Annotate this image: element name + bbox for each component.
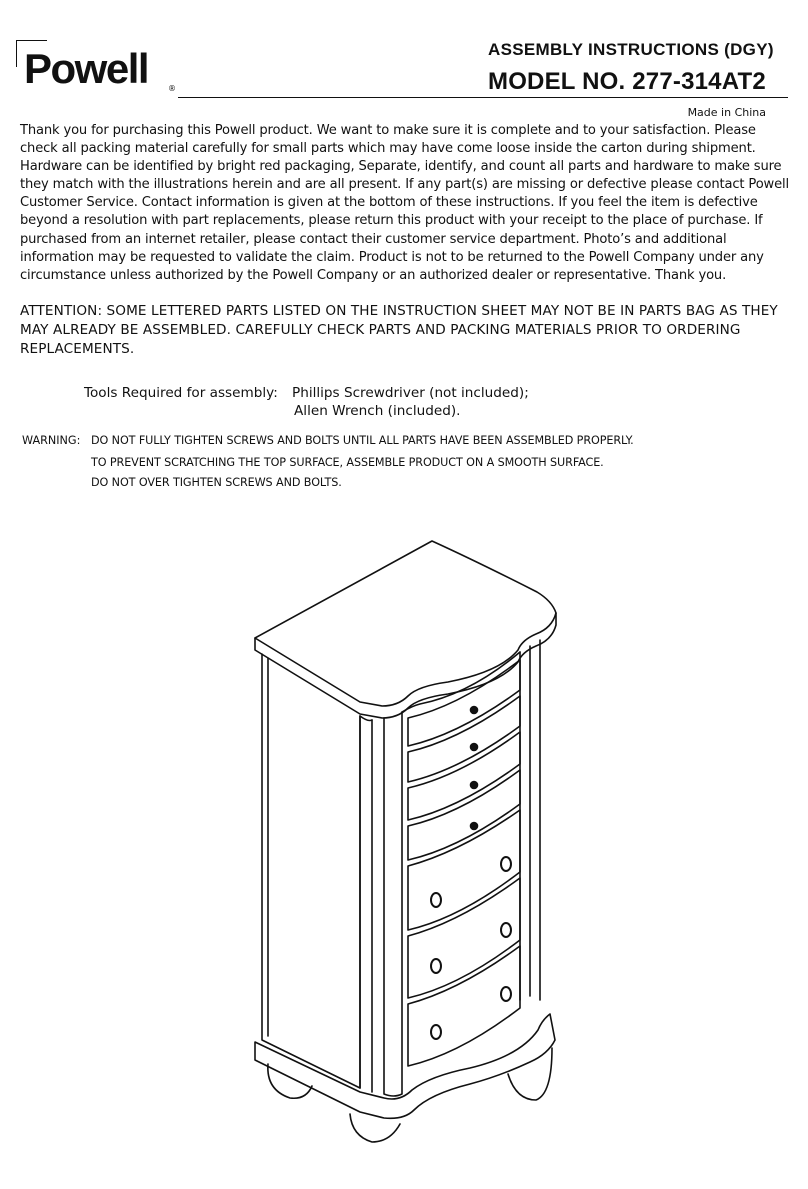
armoire-side-panel (262, 654, 360, 1088)
tools-label: Tools Required for assembly: (84, 385, 278, 401)
warning-line: DO NOT FULLY TIGHTEN SCREWS AND BOLTS UNTIL ALL PARTS HAVE BEEN ASSEMBLED PROPERLY. (91, 434, 634, 447)
tool-item: Phillips Screwdriver (not included); (292, 385, 529, 401)
made-in-label: Made in China (687, 106, 766, 119)
drawer-fronts (408, 660, 520, 1066)
warning-label: WARNING: (22, 434, 81, 447)
model-number: MODEL NO. 277-314AT2 (488, 68, 766, 95)
armoire-pilaster (360, 712, 402, 1096)
armoire-foot (508, 1048, 552, 1100)
ring-pull-icon (501, 923, 511, 937)
armoire-illustration (240, 530, 570, 1160)
knob-icon (471, 707, 478, 714)
intro-paragraph: Thank you for purchasing this Powell product. We want to make sure it is complete and to your satisfaction. Please check all packing material carefully for small parts which may have come loose inside the carton during shipment. Hardware can be identified by bright red packaging, Separate, identify, and count all parts and hardware to make sure they match with the illustrations herein and are all present. If any part(s) are missing or defective please contact Powell Customer Service. Contact information is given at the bottom of these instructions. If you feel the item is defective beyond a resolution with part replacements, please return this product with your receipt to the place of purchase. If purchased from an internet retailer, please contact their customer service department. Photo’s and additional information may be requested to validate the claim. Product is not to be returned to the Powell Company under any circumstance unless authorized by the Powell Company or an authorized dealer or representative. Thank you. (20, 123, 789, 283)
document-title: ASSEMBLY INSTRUCTIONS (DGY) (488, 40, 774, 59)
drawer (408, 732, 520, 820)
ring-pull-icon (431, 959, 441, 973)
warning-line: DO NOT OVER TIGHTEN SCREWS AND BOLTS. (91, 476, 342, 489)
armoire-top (255, 541, 556, 706)
knob-icon (471, 782, 478, 789)
ring-pull-icon (501, 857, 511, 871)
armoire-base (255, 1014, 555, 1118)
attention-paragraph: ATTENTION: SOME LETTERED PARTS LISTED ON THE INSTRUCTION SHEET MAY NOT BE IN PARTS BAG AS THEY MAY ALREADY BE ASSEMBLED. CAREFULLY CHECK PARTS AND PACKING MATERIALS PRIOR TO ORDERING REPLACEMENTS. (20, 303, 778, 357)
warning-line: TO PREVENT SCRATCHING THE TOP SURFACE, ASSEMBLE PRODUCT ON A SMOOTH SURFACE. (91, 456, 604, 469)
logo-registered-mark: ® (168, 84, 176, 93)
drawer (408, 946, 520, 1066)
header-divider (178, 97, 788, 98)
tool-item: Allen Wrench (included). (294, 403, 461, 419)
knob-icon (471, 823, 478, 830)
powell-logo (16, 40, 176, 96)
ring-pull-icon (501, 987, 511, 1001)
drawer (408, 878, 520, 998)
drawer-ring-pulls (431, 857, 511, 1039)
ring-pull-icon (431, 893, 441, 907)
drawer (408, 696, 520, 782)
ring-pull-icon (431, 1025, 441, 1039)
logo-wordmark: Powell (24, 45, 149, 92)
knob-icon (471, 744, 478, 751)
